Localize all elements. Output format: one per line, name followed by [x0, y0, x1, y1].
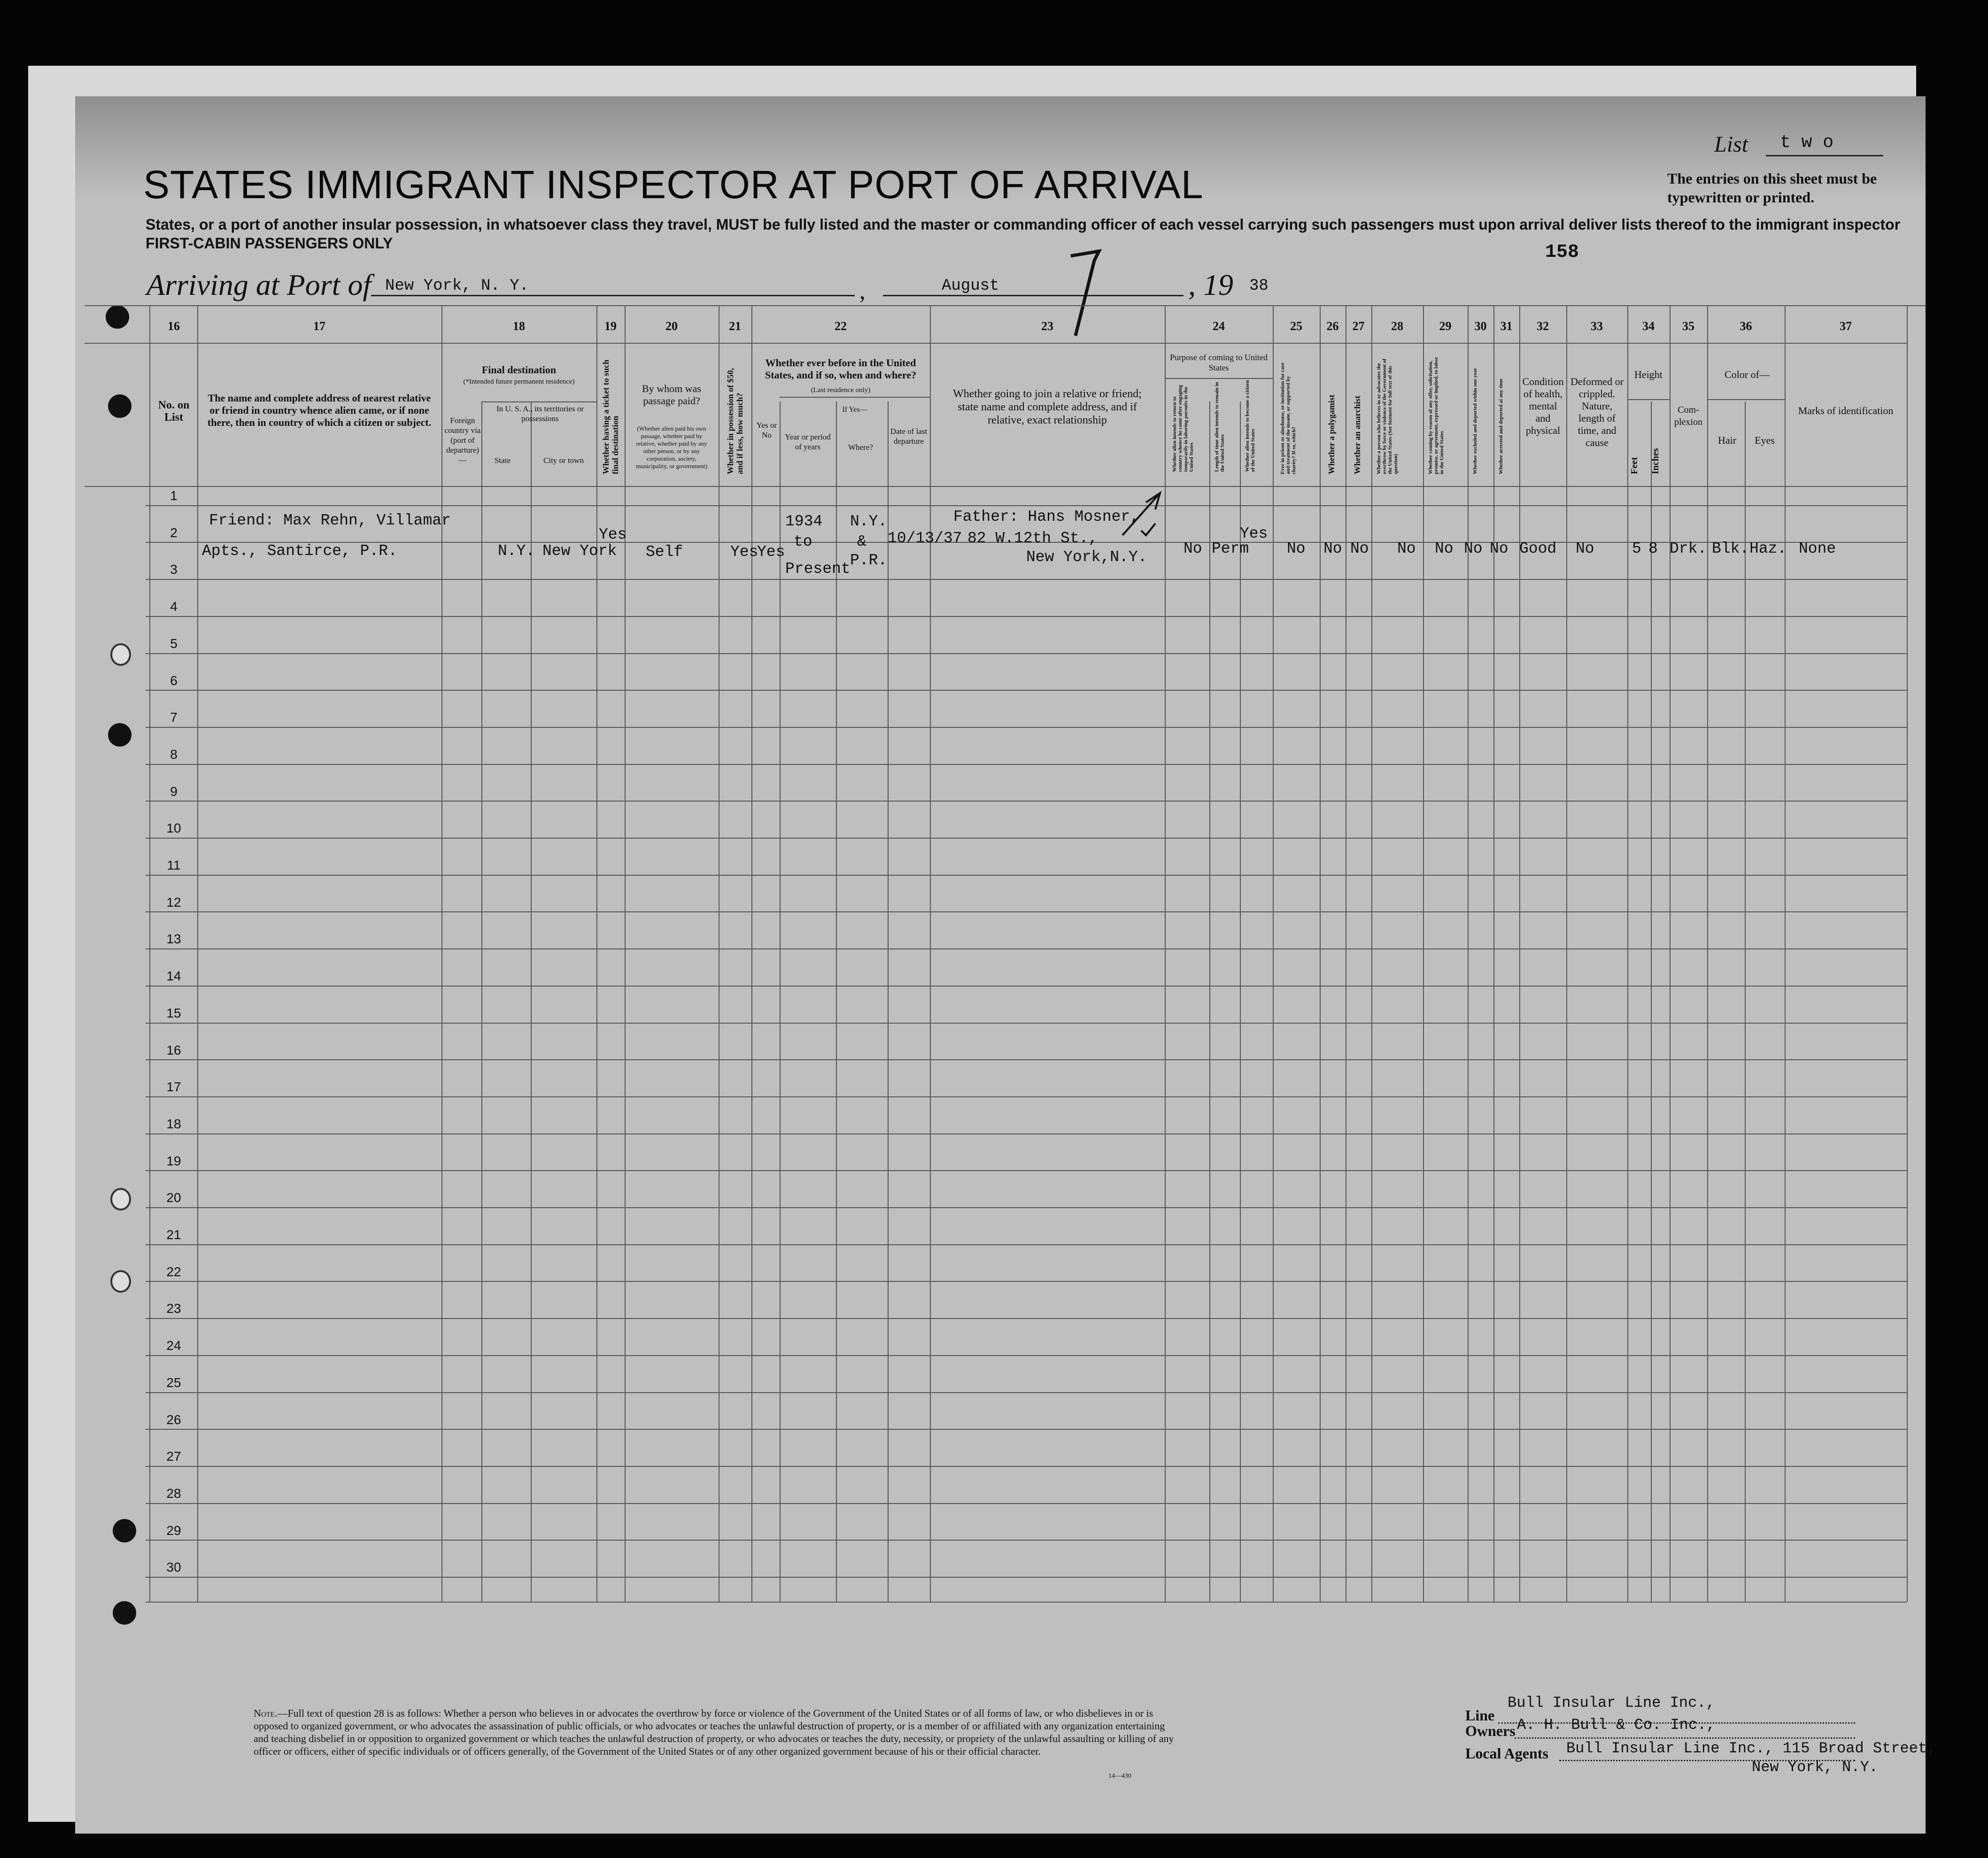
subcolumn-rule [531, 401, 532, 1602]
row-number: 2 [170, 525, 178, 540]
header-passage-paid: By whom was passage paid? [642, 383, 701, 407]
row-number: 17 [166, 1079, 181, 1095]
column-rule [930, 305, 931, 1602]
owners-label: Owners [1465, 1722, 1516, 1739]
row-number: 16 [166, 1042, 181, 1057]
first-cabin-label: FIRST-CABIN PASSENGERS ONLY [146, 235, 393, 252]
column-rule [596, 305, 597, 1602]
footnote-caption: Note. [254, 1707, 278, 1719]
entry-passage: Self [646, 543, 683, 561]
column-rule [1371, 305, 1372, 1602]
col-22-number: 22 [835, 319, 847, 333]
agents-value-line2: New York, N.Y. [1752, 1758, 1878, 1776]
row-number: 9 [170, 784, 178, 799]
header-passage-note: (Whether alien paid his own passage, whether paid by relative, whether paid by any other person, or by any corporation, society, municipality, or government) [636, 425, 707, 470]
binder-hole [110, 1188, 131, 1210]
entry-c28: No [1397, 540, 1416, 557]
col-31-number: 31 [1500, 319, 1513, 333]
column-rule [1273, 305, 1274, 1602]
row-rule [146, 1023, 1907, 1024]
entry-join-line3: New York,N.Y. [1026, 548, 1147, 566]
binder-hole [108, 723, 132, 747]
entry-relative-line1: Friend: Max Rehn, Villamar [209, 512, 451, 529]
column-rule [1493, 305, 1494, 1602]
row-rule [146, 1207, 1907, 1208]
header-color-of: Color of— [1725, 369, 1770, 380]
header-anarchist: Whether an anarchist [1353, 395, 1362, 474]
row-number: 18 [166, 1116, 181, 1131]
subheader-rule [1707, 399, 1785, 400]
subcolumn-rule [888, 401, 889, 1602]
comma: , [859, 278, 866, 304]
col-24-number: 24 [1213, 319, 1225, 333]
col-28-number: 28 [1391, 319, 1403, 333]
row-number: 8 [170, 747, 178, 762]
row-number: 19 [166, 1153, 181, 1168]
header-deformed: Deformed or crippled. Nature, length of time, and cause [1570, 376, 1624, 448]
row-rule [146, 838, 1907, 839]
entry-deformed: No [1576, 540, 1594, 557]
row-rule [146, 1170, 1907, 1171]
arrival-year: 38 [1249, 277, 1269, 295]
entry-period-1: 1934 [785, 513, 823, 530]
year-label: , 19 [1188, 268, 1233, 301]
line-label: Line [1465, 1707, 1495, 1724]
header-purpose-return: Whether alien intends to return to country whence he came after engaging temporarily in laboring pursuits in the United States [1172, 385, 1194, 472]
row-number: 25 [166, 1375, 181, 1390]
entry-c26: No [1323, 540, 1342, 557]
row-rule [146, 1577, 1907, 1578]
entry-ever-before: Yes [757, 543, 785, 561]
col-23-number: 23 [1041, 319, 1053, 333]
row-rule [146, 986, 1907, 987]
entry-where-2: & [857, 533, 866, 550]
column-rule [1320, 305, 1321, 1602]
header-bottom-rule [85, 486, 1907, 487]
row-number: 6 [170, 673, 178, 688]
handwritten-check-mark [1118, 484, 1165, 540]
row-number: 3 [170, 562, 178, 577]
entry-ticket: Yes [599, 526, 627, 543]
entry-health: Good [1519, 540, 1557, 557]
entry-c31: No [1490, 540, 1508, 557]
col-33-number: 33 [1591, 319, 1603, 333]
header-final-destination-note: (*Intended future permanent residence) [463, 378, 575, 385]
column-rule [1670, 305, 1671, 1602]
row-rule [146, 1355, 1907, 1356]
col-19-number: 19 [604, 319, 617, 333]
header-final-destination: Final destination [481, 364, 557, 376]
row-number: 12 [166, 894, 181, 910]
subcolumn-rule [780, 401, 781, 1602]
header-yes-or-no: Yes or No [756, 421, 777, 439]
row-rule [146, 764, 1907, 765]
header-ever-before: Whether ever before in the United States, and if so, when and where? [765, 357, 917, 381]
entry-inches: 8 [1648, 540, 1658, 557]
row-rule [146, 616, 1907, 617]
header-complexion: Com-plexion [1674, 405, 1702, 427]
owners-value: A. H. Bull & Co. Inc., [1517, 1716, 1716, 1734]
header-date-last-departure: Date of last departure [890, 427, 928, 446]
entry-marks: None [1799, 540, 1836, 557]
row-number: 5 [170, 636, 178, 651]
footnote [254, 1707, 1174, 1758]
entry-state: N.Y. [498, 542, 535, 560]
row-number: 14 [166, 969, 181, 984]
table-bottom-rule [146, 1602, 1907, 1603]
binder-hole [110, 643, 131, 666]
row-rule [146, 1392, 1907, 1393]
binder-hole [106, 305, 129, 329]
stamp-number: 158 [1545, 242, 1579, 263]
header-purpose-length: Length of time alien intends to remain in the United States [1214, 382, 1225, 472]
row-number: 4 [170, 599, 178, 614]
binder-hole [108, 394, 132, 418]
entry-c30: No [1464, 540, 1483, 557]
row-rule [146, 727, 1907, 728]
entry-last-departure: 10/13/37 [888, 530, 962, 547]
col-18-number: 18 [513, 319, 525, 333]
subheader-rule [780, 397, 930, 398]
header-labor-offer: Whether coming by reason of any offer, solicitation, promise, or agreement, expressed or implied, to labor in the United States [1428, 357, 1445, 474]
row-rule [146, 1281, 1907, 1282]
manifest-sheet [75, 96, 1926, 1834]
arrival-month: August [942, 277, 999, 295]
list-underline [1766, 155, 1883, 156]
owners-underline [1515, 1737, 1855, 1739]
header-prison: Ever in prison or almshouse, or institution for care and treatment of the insane, or supported by charity? If so, which? [1280, 362, 1297, 474]
row-number: 11 [167, 858, 181, 872]
column-rule [1785, 305, 1786, 1602]
entry-c25: No [1287, 540, 1306, 557]
col-29-number: 29 [1439, 319, 1452, 333]
entry-join-line2: 82 W.12th St., [967, 530, 1098, 547]
header-purpose: Purpose of coming to United States [1170, 353, 1268, 372]
header-possession-50: Whether in possession of $50, and if less, how much? [726, 368, 744, 474]
col-21-number: 21 [729, 319, 741, 333]
entry-relative-line2: Apts., Santirce, P.R. [202, 542, 397, 560]
column-rule [1165, 305, 1166, 1602]
list-number: t w o [1780, 132, 1834, 153]
column-rule [751, 305, 752, 1602]
column-rule [625, 305, 626, 1602]
col-20-number: 20 [665, 319, 678, 333]
header-no-on-list: No. on List [158, 399, 190, 424]
entry-become-citizen: Yes [1240, 525, 1268, 542]
subheader-rule [481, 401, 596, 402]
column-rule [1566, 305, 1567, 1602]
agents-value: Bull Insular Line Inc., 115 Broad Street, [1566, 1740, 1936, 1757]
entry-length-of-stay: Perm [1212, 540, 1249, 557]
column-rule [1907, 305, 1908, 1602]
header-join-relative: Whether going to join a relative or friend; state name and complete address, and if relative, exact relationship [953, 388, 1142, 426]
col-30-number: 30 [1474, 319, 1487, 333]
header-feet: Feet [1629, 457, 1640, 474]
column-rule [1627, 305, 1628, 1602]
row-number: 28 [166, 1486, 181, 1501]
row-number: 1 [170, 488, 178, 503]
row-number: 26 [166, 1412, 181, 1427]
row-rule [146, 948, 1907, 949]
header-in-usa: In U. S. A., its territories or possessions [496, 404, 584, 423]
entry-hair: Blk. [1712, 540, 1749, 557]
subheader-rule [1627, 399, 1670, 400]
footnote-text: —Full text of question 28 is as follows: Whether a person who believes in or advocates the overthrow by force or violence of the Government of the United States or of all forms of law, or who disbelieves in or is opposed to organized government, or who advocates the assassination of public officials, or who advocates or teaches the unlawful destruction of property, or is a member of or affiliated with any organization entertaining and teaching disbelief in or opposition to organized government or which teaches the unlawful destruction of property, or who advocates or teaches the duty, necessity, or propriety of the unlawful assaulting or killing of any officer or officers, either of specific individuals or of officers generally, of the Government of the United States or of any other organized government because of his or their official character. [254, 1707, 1174, 1757]
row-rule [146, 1059, 1907, 1060]
row-rule [146, 1244, 1907, 1245]
date-underline [883, 295, 1184, 296]
col-25-number: 25 [1290, 319, 1302, 333]
row-rule [146, 911, 1907, 912]
agents-label: Local Agents [1465, 1745, 1548, 1762]
col-17-number: 17 [313, 319, 325, 333]
row-number: 22 [166, 1264, 181, 1279]
header-arrested: Whether arrested and deported at any time [1498, 378, 1504, 474]
list-label: List [1714, 132, 1748, 157]
row-number: 10 [166, 821, 181, 836]
row-rule [146, 579, 1907, 580]
row-rule [146, 1466, 1907, 1467]
header-overthrow: Whether a person who believes in or advocates the overthrow by force or violence of the Government of the United States (See footnote for full text of this question) [1376, 358, 1399, 474]
entry-return-country: No [1184, 540, 1202, 557]
form-title: STATES IMMIGRANT INSPECTOR AT PORT OF ARRIVAL [143, 162, 1204, 207]
entry-city: New York [542, 542, 617, 560]
subcolumn-rule [1240, 401, 1241, 1602]
column-rule [1423, 305, 1424, 1602]
col-16-number: 16 [168, 319, 180, 333]
header-foreign-country: Foreign country via (port of departure)— [444, 416, 481, 464]
row-rule [146, 1133, 1907, 1134]
col-26-number: 26 [1326, 319, 1339, 333]
entry-period-2: to [794, 533, 812, 550]
col-27-number: 27 [1352, 319, 1365, 333]
col-34-number: 34 [1642, 319, 1655, 333]
header-state: State [495, 456, 511, 465]
column-rule [197, 305, 198, 1602]
col-36-number: 36 [1740, 319, 1752, 333]
header-if-yes: If Yes— [842, 406, 867, 414]
subcolumn-rule [836, 401, 837, 1602]
header-eyes: Eyes [1755, 434, 1775, 446]
row-number: 21 [166, 1227, 181, 1242]
entry-money: Yes [730, 543, 758, 561]
header-inches: Inches [1650, 448, 1661, 474]
row-number: 7 [170, 710, 178, 725]
row-rule [146, 505, 1907, 506]
column-rule [1468, 305, 1469, 1602]
header-nearest-relative: The name and complete address of nearest relative or friend in country whence alien came, or if none there, then in country of which a citizen or subject. [207, 392, 432, 428]
subcolumn-rule [481, 401, 482, 1602]
header-purpose-citizen: Whether alien intends to become a citizen of the United States [1245, 380, 1256, 472]
row-number: 15 [166, 1005, 181, 1020]
subcolumn-rule [1651, 401, 1652, 1602]
header-excluded: Whether excluded and deported within one year [1472, 368, 1478, 474]
header-last-residence: (Last residence only) [811, 386, 871, 394]
column-rule [441, 305, 442, 1602]
binder-hole [113, 1601, 136, 1625]
row-number: 24 [166, 1338, 181, 1353]
row-rule [146, 1429, 1907, 1430]
row-number: 13 [166, 932, 181, 947]
subcolumn-rule [1745, 401, 1746, 1602]
row-rule [146, 875, 1907, 876]
arrival-port: New York, N. Y. [385, 277, 529, 295]
row-number: 23 [166, 1301, 181, 1316]
row-number: 20 [166, 1190, 181, 1205]
header-year-period: Year or period of years [785, 432, 831, 451]
header-city: City or town [543, 456, 584, 465]
entry-where-3: P.R. [850, 552, 888, 569]
entry-c27: No [1350, 540, 1369, 557]
header-polygamist: Whether a polygamist [1327, 394, 1336, 474]
entry-period-3: Present [785, 560, 851, 578]
header-marks: Marks of identification [1798, 405, 1894, 416]
row-number: 27 [166, 1449, 181, 1464]
steamship-line: Bull Insular Line Inc., [1508, 1694, 1715, 1712]
entry-join-line1: Father: Hans Mosner, [953, 508, 1140, 525]
column-number-rule [85, 343, 1907, 344]
column-rule [1707, 305, 1708, 1602]
header-where: Where? [848, 443, 873, 452]
header-hair: Hair [1717, 434, 1737, 446]
row-rule [146, 653, 1907, 654]
column-rule [1519, 305, 1520, 1602]
binder-hole [110, 1270, 131, 1293]
row-rule [146, 1503, 1907, 1504]
row-number: 30 [166, 1560, 181, 1575]
typewritten-note: The entries on this sheet must be typewritten or printed. [1667, 170, 1877, 206]
row-number: 29 [166, 1523, 181, 1538]
arriving-label: Arriving at Port of [147, 268, 371, 301]
col-32-number: 32 [1537, 319, 1549, 333]
header-health: Condition of health, mental and physical [1522, 376, 1564, 436]
row-rule [146, 1318, 1907, 1319]
form-number: 14—430 [1108, 1773, 1131, 1780]
form-instructions: States, or a port of another insular possession, in whatsoever class they travel, MUST be fully listed and the master or commanding officer of each vessel carrying such passengers must upon arrival deliver lists thereof to the immigrant inspector [146, 216, 1901, 233]
row-rule [146, 801, 1907, 802]
row-rule [146, 690, 1907, 691]
subcolumn-rule [1209, 401, 1210, 1602]
entry-c29: No [1435, 540, 1454, 557]
table-top-rule [85, 305, 1926, 306]
entry-feet: 5 [1632, 540, 1641, 557]
port-underline [371, 295, 855, 296]
entry-complexion: Drk. [1670, 540, 1707, 557]
entry-eyes: Haz. [1749, 540, 1787, 557]
entry-where-1: N.Y. [850, 513, 888, 530]
header-ticket: Whether having a ticket to such final destination [601, 359, 620, 474]
header-height: Height [1634, 369, 1663, 380]
binder-hole [113, 1519, 136, 1542]
col-35-number: 35 [1682, 319, 1694, 333]
row-rule [146, 1540, 1907, 1541]
col-37-number: 37 [1840, 319, 1852, 333]
row-rule [146, 1096, 1907, 1097]
